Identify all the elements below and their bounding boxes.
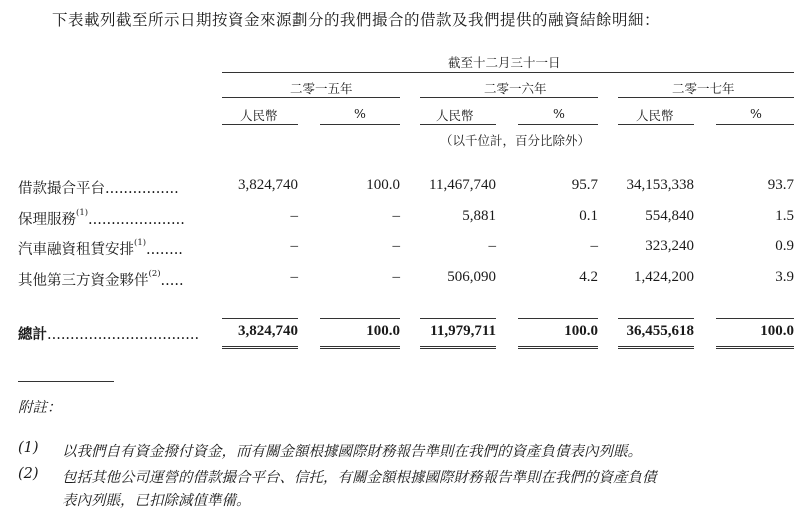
table-cell: 34,153,338 (626, 177, 694, 193)
table-cell: 93.7 (767, 177, 794, 193)
table-cell: 323,240 (645, 238, 694, 254)
row-label (18, 177, 179, 198)
table-cell: 554,840 (645, 208, 694, 224)
table-cell: 4.2 (579, 269, 598, 285)
col-pct-2015: % (354, 106, 366, 121)
col-rmb-2016: 人民幣 (436, 108, 474, 123)
table-cell: – (392, 208, 400, 224)
footnote-ref: (1) (134, 238, 147, 248)
total-label-text: 總計 (18, 326, 47, 343)
leader-dots: ..................... (88, 212, 185, 228)
total-label (18, 323, 199, 344)
col-rule (420, 124, 496, 125)
note-2-mark: (2) (18, 466, 39, 482)
table-cell: 11,467,740 (429, 177, 496, 193)
as-of-header: 截至十二月三十一日 (448, 55, 561, 70)
col-rule (320, 124, 400, 125)
table-cell: – (290, 208, 298, 224)
note-2-text-cont: 表內列賬，已扣除減值準備。 (62, 493, 251, 509)
table-cell: – (590, 238, 598, 254)
pre-total-rule (420, 318, 496, 319)
table-cell: – (290, 238, 298, 254)
col-rmb-2017: 人民幣 (636, 108, 674, 123)
leader-dots: ................ (105, 181, 179, 197)
unit-note: （以千位計，百分比除外） (440, 133, 591, 148)
total-double-rule (716, 346, 794, 349)
leader-dots: ........ (146, 242, 183, 258)
row-label (18, 269, 184, 290)
row-label-text: 借款撮合平台 (18, 181, 105, 197)
table-cell: 5,881 (462, 208, 496, 224)
col-rule (518, 124, 598, 125)
table-cell: 0.9 (775, 238, 794, 254)
intro-text: 下表載列截至所示日期按資金來源劃分的我們撮合的借款及我們提供的融資結餘明細： (52, 11, 661, 29)
table-cell: 3.9 (775, 269, 794, 285)
table-cell: 1,424,200 (634, 269, 694, 285)
pre-total-rule (618, 318, 694, 319)
year-rule-2016 (420, 97, 598, 98)
table-cell: – (392, 238, 400, 254)
col-rule (618, 124, 694, 125)
header-rule (222, 72, 794, 73)
table-cell: – (488, 238, 496, 254)
col-rule (716, 124, 794, 125)
leader-dots: ..... (160, 273, 184, 289)
row-label-text: 保理服務 (18, 212, 76, 228)
row-label (18, 238, 183, 259)
notes-rule (18, 381, 114, 382)
total-cell: 100.0 (366, 323, 400, 339)
note-1-text: 以我們自有資金撥付資金，而有關金額根據國際財務報告準則在我們的資產負債表內列賬。 (62, 444, 642, 460)
year-rule-2017 (618, 97, 794, 98)
row-label (18, 208, 185, 229)
table-cell: 506,090 (447, 269, 496, 285)
row-label-text: 其他第三方資金夥伴 (18, 273, 149, 289)
row-label-text: 汽車融資租賃安排 (18, 242, 134, 258)
total-cell: 100.0 (564, 323, 598, 339)
table-cell: 1.5 (775, 208, 794, 224)
pre-total-rule (222, 318, 298, 319)
year-2017: 二零一七年 (672, 81, 735, 96)
footnote-ref: (1) (76, 208, 89, 218)
total-double-rule (320, 346, 400, 349)
col-pct-2016: % (553, 106, 565, 121)
year-rule-2015 (222, 97, 400, 98)
table-cell: 0.1 (579, 208, 598, 224)
table-cell: 3,824,740 (238, 177, 298, 193)
note-1-mark: (1) (18, 440, 39, 456)
pre-total-rule (320, 318, 400, 319)
col-rmb-2015: 人民幣 (240, 108, 278, 123)
pre-total-rule (716, 318, 794, 319)
leader-dots: ................................. (47, 327, 200, 343)
pre-total-rule (518, 318, 598, 319)
table-cell: 100.0 (366, 177, 400, 193)
table-cell: 95.7 (571, 177, 598, 193)
total-double-rule (420, 346, 496, 349)
total-cell: 36,455,618 (626, 323, 694, 339)
table-cell: – (290, 269, 298, 285)
total-double-rule (518, 346, 598, 349)
col-pct-2017: % (750, 106, 762, 121)
total-cell: 100.0 (760, 323, 794, 339)
total-cell: 11,979,711 (430, 323, 496, 339)
total-double-rule (222, 346, 298, 349)
total-double-rule (618, 346, 694, 349)
note-2-text: 包括其他公司運營的借款撮合平台、信托，有關金額根據國際財務報告準則在我們的資產負債 (62, 470, 657, 486)
total-cell: 3,824,740 (238, 323, 298, 339)
year-2015: 二零一五年 (290, 81, 353, 96)
footnote-ref: (2) (148, 269, 161, 279)
notes-title: 附註： (18, 400, 62, 416)
table-cell: – (392, 269, 400, 285)
col-rule (222, 124, 298, 125)
year-2016: 二零一六年 (484, 81, 547, 96)
